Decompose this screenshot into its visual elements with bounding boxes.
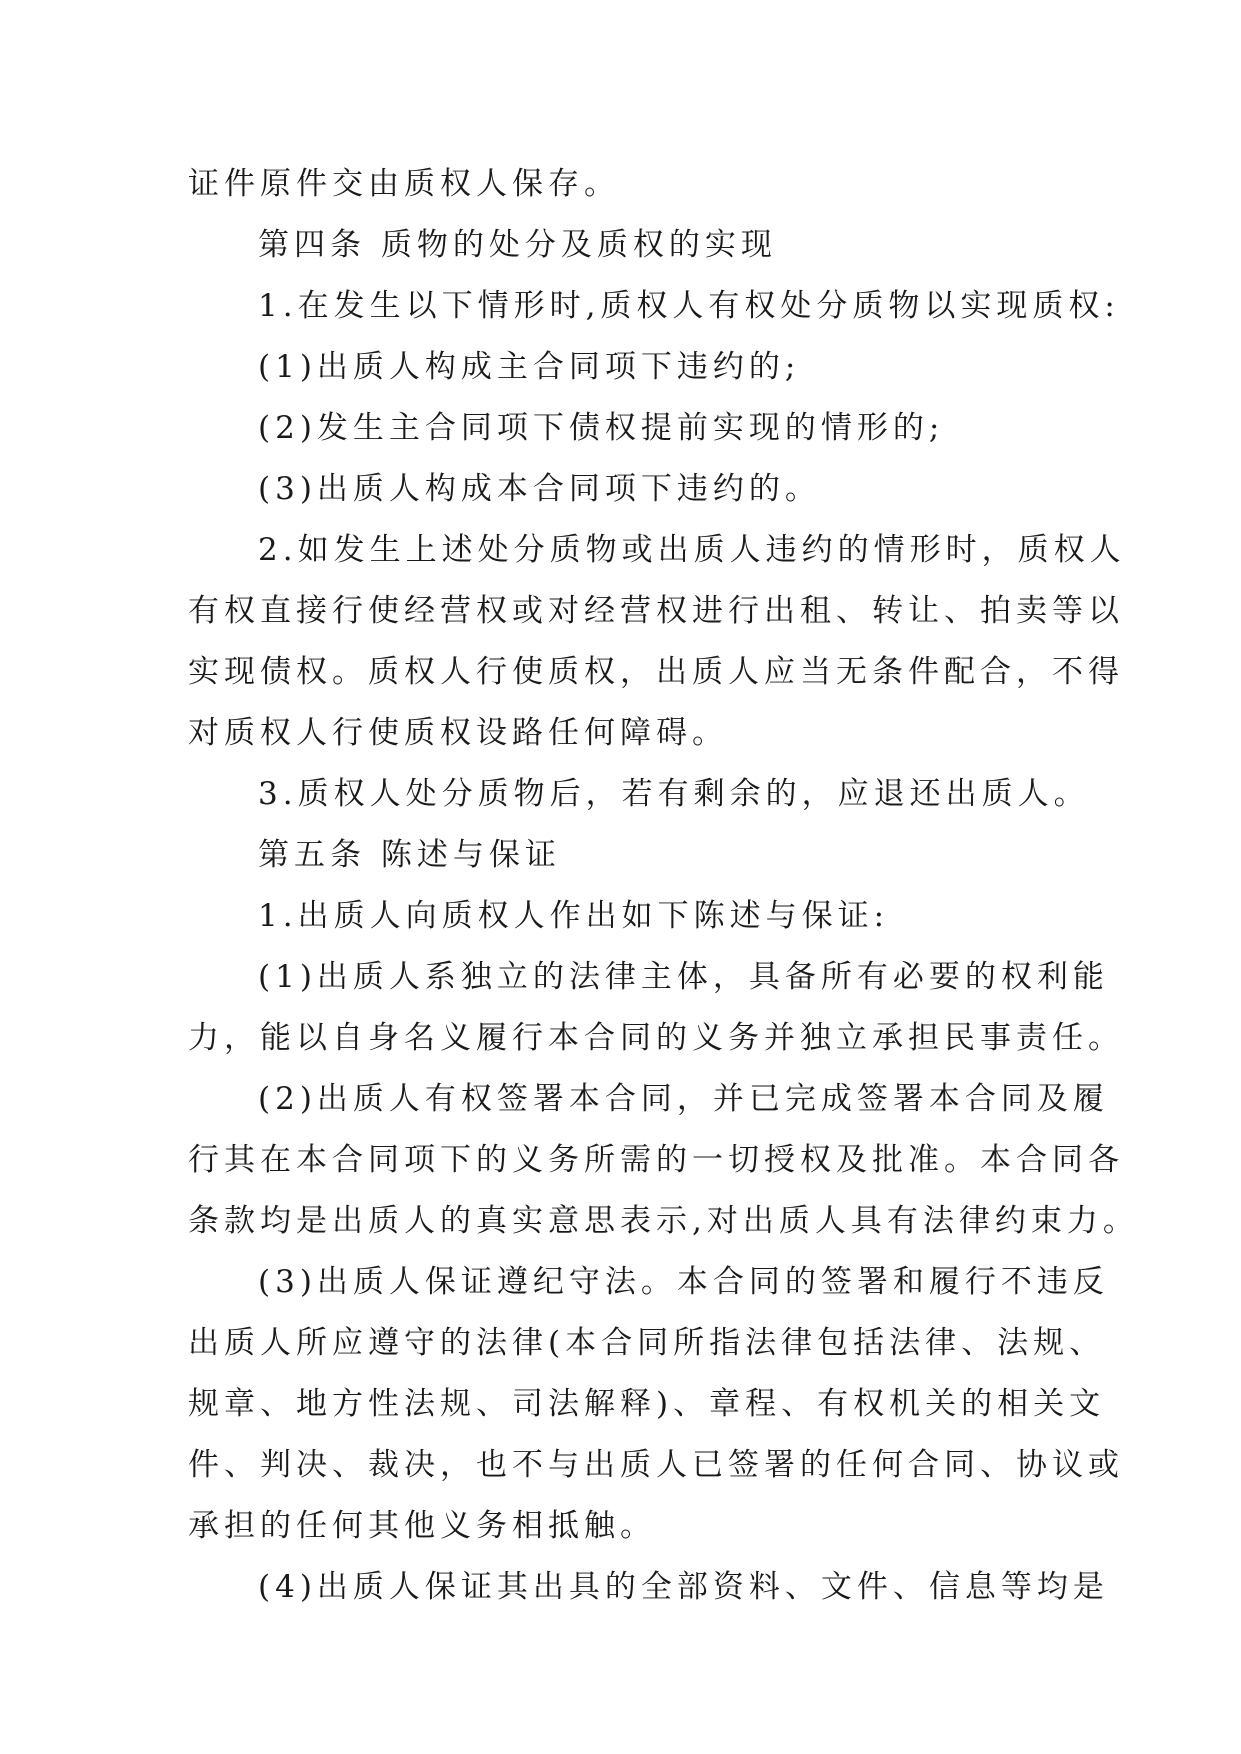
text-line: (2)发生主合同项下债权提前实现的情形的; <box>258 410 945 446</box>
text-line: (2)出质人有权签署本合同，并已完成签署本合同及履 <box>258 1081 1109 1117</box>
article-heading: 第五条 陈述与保证 <box>258 837 561 873</box>
text-line: 行其在本合同项下的义务所需的一切授权及批准。本合同各 <box>188 1142 1124 1178</box>
article-heading: 第四条 质物的处分及质权的实现 <box>258 227 777 263</box>
text-line: 出质人所应遵守的法律(本合同所指法律包括法律、法规、 <box>188 1325 1106 1361</box>
text-line: (1)出质人系独立的法律主体，具备所有必要的权利能 <box>258 959 1109 995</box>
text-line: (1)出质人构成主合同项下违约的; <box>258 349 801 385</box>
text-line: (3)出质人保证遵纪守法。本合同的签署和履行不违反 <box>258 1264 1109 1300</box>
text-line: 力，能以自身名义履行本合同的义务并独立承担民事责任。 <box>188 1020 1124 1056</box>
text-line: 1.在发生以下情形时,质权人有权处分质物以实现质权: <box>258 288 1120 324</box>
text-line: 承担的任何其他义务相抵触。 <box>188 1508 656 1544</box>
text-line: 3.质权人处分质物后，若有剩余的，应退还出质人。 <box>258 776 1090 812</box>
text-line: 对质权人行使质权设路任何障碍。 <box>188 715 728 751</box>
text-line: 件、判决、裁决，也不与出质人已签署的任何合同、协议或 <box>188 1447 1124 1483</box>
text-line: 证件原件交由质权人保存。 <box>188 166 620 202</box>
text-line: 1.出质人向质权人作出如下陈述与保证: <box>258 898 890 934</box>
document-body <box>188 154 1139 1618</box>
text-line: 有权直接行使经营权或对经营权进行出租、转让、拍卖等以 <box>188 593 1124 629</box>
text-line: (4)出质人保证其出具的全部资料、文件、信息等均是 <box>258 1569 1109 1605</box>
text-line: (3)出质人构成本合同项下违约的。 <box>258 471 821 507</box>
text-line: 2.如发生上述处分质物或出质人违约的情形时，质权人 <box>258 532 1126 568</box>
text-line: 条款均是出质人的真实意思表示,对出质人具有法律约束力。 <box>188 1203 1139 1239</box>
text-line: 实现债权。质权人行使质权，出质人应当无条件配合，不得 <box>188 654 1124 690</box>
text-line: 规章、地方性法规、司法解释)、章程、有权机关的相关文 <box>188 1386 1106 1422</box>
